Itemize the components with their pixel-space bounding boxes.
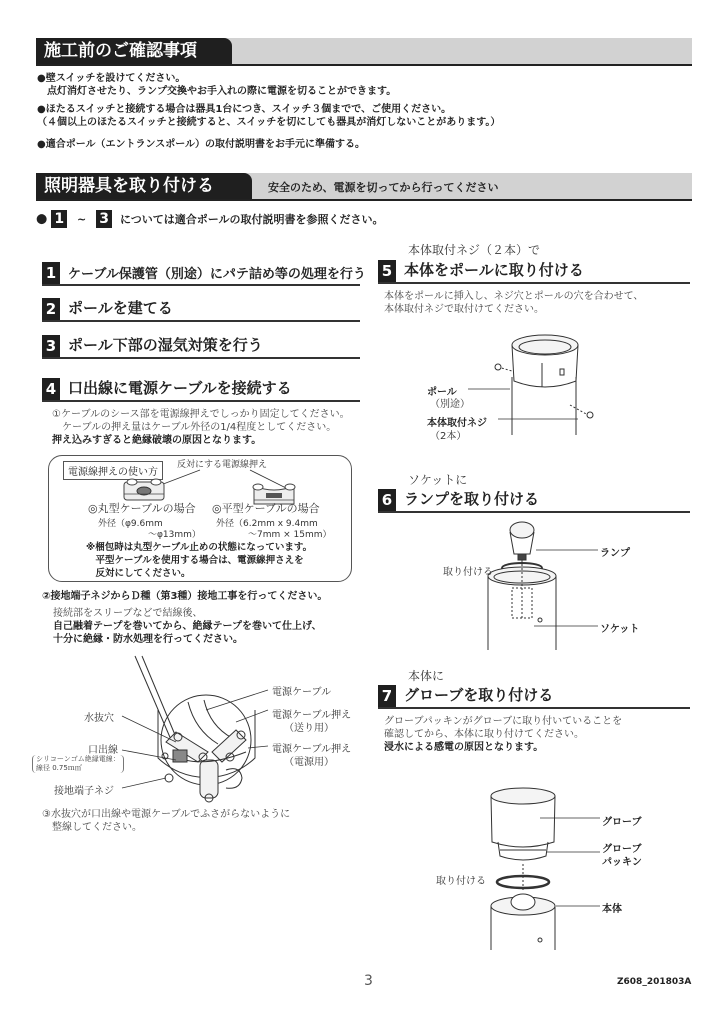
step-4-instruction-3: ③水抜穴が口出線や電源ケーブルでふさがらないように 整線してください。: [42, 809, 291, 833]
label-packing-1: グローブ: [602, 844, 642, 855]
step-7-pre: 本体に: [408, 669, 445, 683]
label-clamp-feed: 電源ケーブル押え: [272, 710, 352, 721]
label-lamp: ランプ: [600, 548, 630, 559]
round-cable-spec-1: 外径（φ9.6mm: [98, 519, 163, 529]
step-5-text: 本体をポールに挿入し、ネジ穴とポールの穴を合わせて、 本体取付ネジで取付けてください。: [384, 291, 644, 315]
round-cable-spec-2: ～φ13mm）: [148, 530, 201, 540]
step-6-heading: 6 ランプを取り付ける: [378, 487, 690, 513]
bullet-firefly-switch: ●ほたるスイッチと接続する場合は器具1台につき、スイッチ３個までで、ご使用ください。 （４個以上のほたるスイッチと接続すると、スイッチを切にしても器具が消灯しないことがあります。）: [37, 104, 501, 128]
label-packing-2: パッキン: [602, 857, 642, 868]
label-lead-wire-spec: シリコーンゴム絶縁電線： 線径 0.75ｍ㎡: [32, 755, 124, 773]
label-lead-wire: 口出線: [88, 745, 118, 756]
round-cable-title: ◎丸型ケーブルの場合: [88, 502, 196, 515]
label-attach-lamp: 取り付ける: [443, 567, 493, 578]
label-attach-globe: 取り付ける: [436, 876, 486, 887]
step-4-heading: 4 口出線に電源ケーブルを接続する: [42, 376, 360, 402]
label-body: 本体: [602, 904, 622, 915]
page-number: 3: [364, 973, 373, 989]
step-7-text: グローブパッキンがグローブに取り付いていることを 確認してから、本体に取り付けてください。 浸水による感電の原因となります。: [384, 716, 623, 753]
label-clamp-power: 電源ケーブル押え: [272, 744, 352, 755]
step-badge: 3: [96, 210, 112, 228]
step-1-heading: 1 ケーブル保護管（別途）にパテ詰め等の処理を行う: [42, 260, 360, 286]
section-header-install: [36, 173, 692, 201]
label-mount-screw-sub: （2本）: [430, 431, 467, 442]
step-4-instruction-2: ②接地端子ネジからＤ種（第3種）接地工事を行ってください。 接続部をスリーブなどで結線後、 自己融着テープを巻いてから、絶縁テープを巻いて仕上げ、 十分に絶縁・防水処理を行ってください。: [42, 591, 328, 645]
step-badge: 1: [51, 210, 67, 228]
label-clamp-feed-sub: （送り用）: [284, 723, 334, 734]
packaging-note: ※梱包時は丸型ケーブル止めの状態になっています。 平型ケーブルを使用する場合は、電源線押さえを 反対にしてください。: [86, 542, 313, 579]
step-7-heading: 7 グローブを取り付ける: [378, 683, 690, 709]
step-5-pre: 本体取付ネジ（２本）で: [408, 243, 541, 257]
label-power-cable: 電源ケーブル: [272, 687, 332, 698]
reference-note: ● 1 ~ 3 については適合ポールの取付説明書を参照ください。: [36, 211, 384, 227]
document-code: Z608_201803A: [617, 977, 692, 987]
globe-illustration: [480, 780, 680, 960]
step-2-heading: 2 ポールを建てる: [42, 296, 360, 322]
label-pole: ポール: [427, 387, 457, 398]
label-clamp-power-sub: （電源用）: [284, 757, 334, 768]
label-pole-sub: （別途）: [430, 399, 470, 410]
flat-cable-spec-1: 外径（6.2mm x 9.4mm: [216, 519, 318, 529]
step-3-heading: 3 ポール下部の湿気対策を行う: [42, 333, 360, 359]
flat-cable-title: ◎平型ケーブルの場合: [212, 502, 320, 515]
bullet-pole-manual: ●適合ポール（エントランスポール）の取付説明書をお手元に準備する。: [37, 139, 366, 150]
label-globe: グローブ: [602, 817, 642, 828]
cable-clamp-usage-tag: 電源線押えの使い方: [63, 461, 163, 480]
label-drain-hole: 水抜穴: [84, 713, 114, 724]
lamp-socket-illustration: [470, 520, 670, 650]
reverse-clamp-label: 反対にする電源線押え: [177, 460, 268, 470]
label-socket: ソケット: [600, 624, 640, 635]
safety-note: 安全のため、電源を切ってから行ってください: [268, 181, 499, 194]
label-ground-screw: 接地端子ネジ: [54, 786, 114, 797]
section-title: 施工前のご確認事項: [36, 38, 232, 64]
step-5-heading: 5 本体をポールに取り付ける: [378, 258, 690, 284]
flat-cable-spec-2: ～7mm × 15mm）: [248, 530, 332, 540]
bullet-wall-switch: ●壁スイッチを設けてください。 点灯消灯させたり、ランプ交換やお手入れの際に電源を切ることができます。: [37, 73, 397, 97]
section-header-pre-check: [36, 38, 692, 66]
label-mount-screw: 本体取付ネジ: [427, 418, 487, 429]
step-6-pre: ソケットに: [408, 473, 468, 487]
section-title: 照明器具を取り付ける: [36, 173, 252, 199]
step-4-instruction-1: ①ケーブルのシース部を電源線押えでしっかり固定してください。 ケーブルの押え量はケーブル外径の1/4程度としてください。 押え込みすぎると絶縁破壊の原因となります。: [52, 409, 350, 446]
